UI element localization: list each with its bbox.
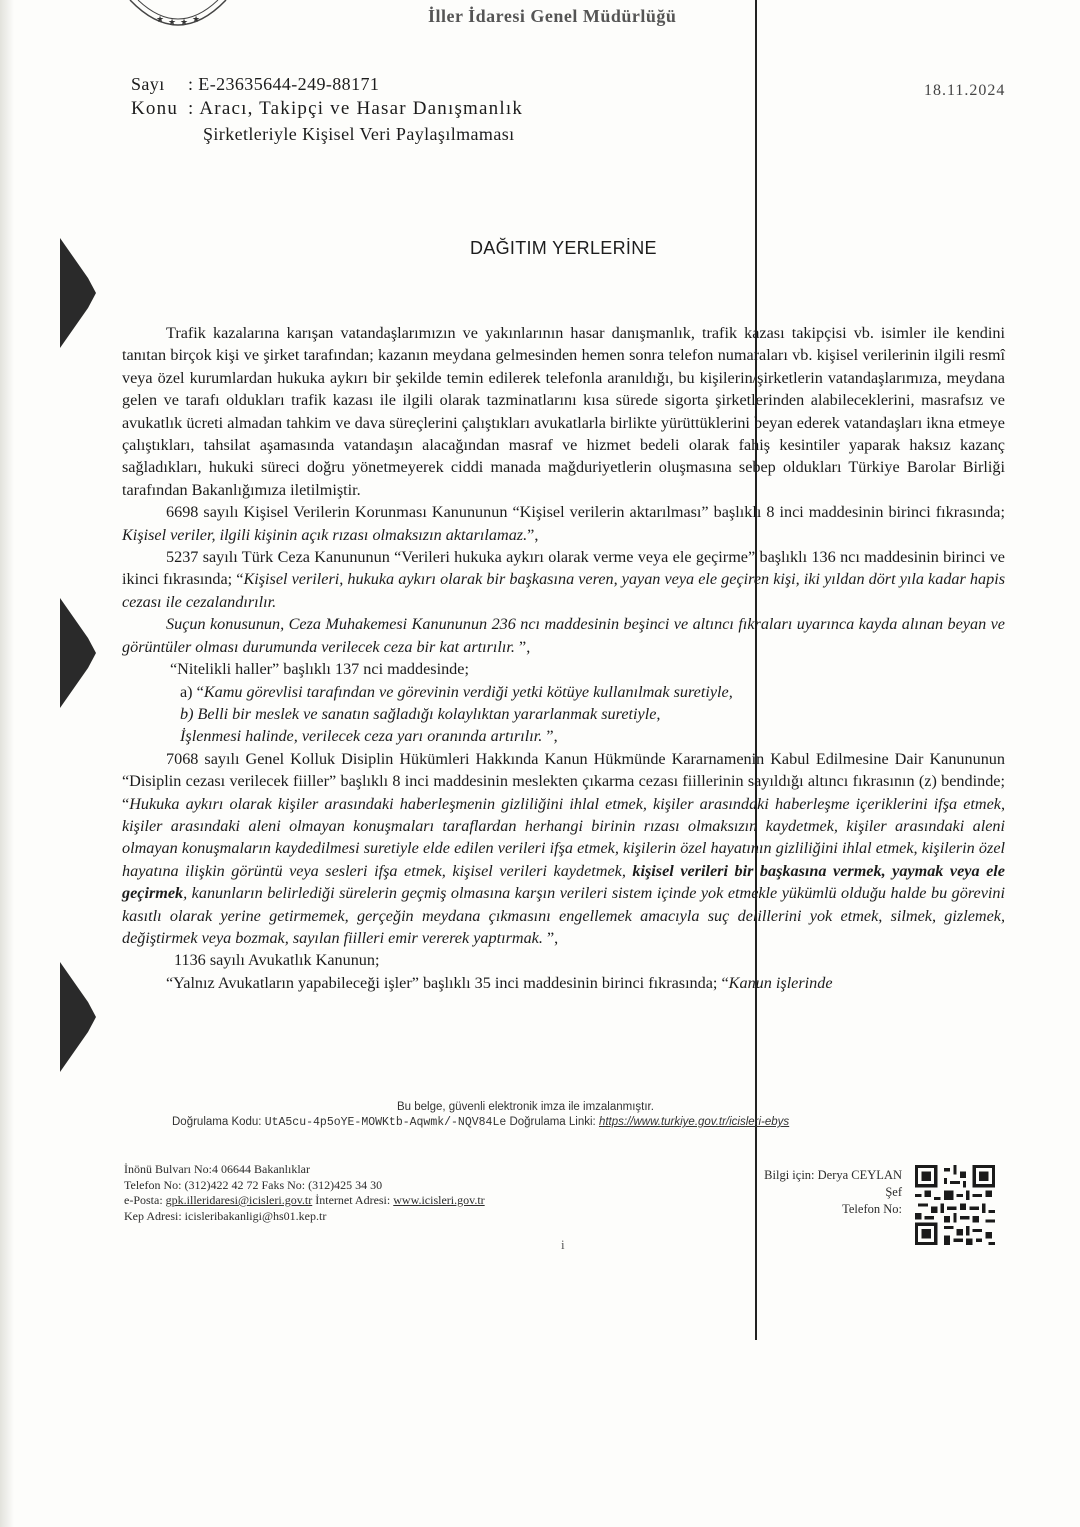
sayi-label: Sayı (131, 74, 165, 94)
konu-line1: : Aracı, Takipçi ve Hasar Danışmanlık (188, 98, 524, 119)
law-7068-quote-a: Hukuka aykırı olarak kişiler arasındaki haberleşmenin gizliliğini ihlal etmek, kişiler arasındaki haberleşme içeriklerini ifşa etmek, kişiler arasındaki aleni olmayan konuşmaları taraflardan herhangi birinin rızası olmaksızın kaydetmek, kişiler arasındaki aleni olmayan konuşmaların kaydedilmesi suretiyle elde edilen verileri ifşa etmek, kişilerin özel hayatının gizliliğini ihlal etmek, kişilerin özel hayatına ilişkin görüntü veya sesleri ifşa etmek, kişisel verileri kaydetmek, (122, 794, 1005, 880)
cmk-quote-end: ”, (514, 637, 531, 656)
paragraph-cmk-236 (122, 613, 1005, 658)
paragraph-tck-137: “Nitelikli haller” başlıklı 137 nci maddesinde; (170, 660, 469, 679)
item-a-text: Kamu görevlisi tarafından ve görevinin verdiği yetki kötüye kullanılmak suretiyle, (203, 682, 733, 701)
subject-row (131, 98, 523, 120)
kvkk-quote: Kişisel veriler, ilgili kişinin açık rızası olmaksızın aktarılamaz. (122, 525, 528, 544)
punch-hole-mark (58, 598, 98, 708)
web-link[interactable]: www.icisleri.gov.tr (393, 1193, 485, 1207)
verification-code: UtA5cu-4p5oYE-MOWKtb-Aqwmk/-NQV84Le (264, 1116, 507, 1129)
contact-person: Bilgi için: Derya CEYLAN (764, 1168, 902, 1182)
ministry-emblem-icon (128, 0, 228, 32)
item-conclusion-end: ”, (542, 727, 558, 746)
paragraph-kvkk (122, 501, 1005, 546)
konu-label: Konu (131, 98, 179, 119)
sayi-value: : E-23635644-249-88171 (188, 74, 380, 94)
paragraph-intro: Trafik kazalarına karışan vatandaşlarımızın ve yakınlarının hasar danışmanlık, trafik kazası takipçisi vb. isimler ile kendini tanıtan birçok kişi ve şirket tarafından; kazanın meydana gelmesinden hemen sonra telefon numaraları vb. kişisel verilerinin ilgili resmî veya özel kurumlardan hukuka aykırı bir şekilde temin edilerek telefonla aranıldığı, bu kişilerin/şirketlerin vatandaşlarımıza, meydana gelen ve tarafı oldukları trafik kazası ile ilgili olarak tazminatlarını kısa sürede sigorta şirketlerinden alabileceklerini, masrafsız ve avukatlık ücreti almadan tahkim ve dava süreçlerini çalıştıkları avukatlarla birlikte yürüttüklerini beyan ederek vatandaşları ikna etmeye çalıştıkları, tahsilat aşamasında vatandaşın alacağından masraf ve hizmet bedeli olarak fahiş kesintiler yaparak haksız kazanç sağladıkları, hukuki süreci doğru yönetmeyerek ciddi manada mağduriyetlerin oluşmasına sebep oldukları Türkiye Barolar Birliği tarafından Bakanlığımıza iletilmiştir. (122, 324, 1005, 499)
avukatlik-35-quote: Kanun işlerinde (728, 973, 833, 992)
verification-code-row (172, 1115, 962, 1130)
recipient-heading: DAĞITIM YERLERİNE (470, 238, 657, 258)
verification-link[interactable]: https://www.turkiye.gov.tr/icisleri-ebys (598, 1116, 790, 1128)
reference-number-row (131, 74, 379, 95)
scan-mark: i (561, 1237, 565, 1252)
konu-line2: Şirketleriyle Kişisel Veri Paylaşılmaması (203, 124, 515, 144)
footer-kep: Kep Adresi: icisleribakanligi@hs01.kep.tr (124, 1208, 327, 1223)
paragraph-avukatlik-35 (122, 972, 1005, 994)
qr-code-icon (915, 1165, 995, 1245)
law-7068-emphasis: kişisel verileri bir başkasına vermek, yaymak veya ele geçirmek (122, 861, 1005, 903)
e-signature-verification (172, 1100, 962, 1130)
email-label: e-Posta: (124, 1193, 163, 1207)
cmk-quote: Suçun konusunun, Ceza Muhakemesi Kanununun 236 ncı maddesinin beşinci ve altıncı fıkraları uyarınca kayda alınan beyan ve görüntüler olması durumunda verilecek ceza bir kat artırılır. (122, 615, 1005, 656)
svg-text:★: ★ (192, 14, 201, 24)
footer-address: İnönü Bulvarı No:4 06644 Bakanlıklar (124, 1162, 310, 1176)
e-signature-note: Bu belge, güvenli elektronik imza ile imzalanmıştır. (397, 1101, 654, 1113)
svg-text:★: ★ (156, 14, 165, 24)
list-item-conclusion (122, 725, 1005, 747)
verification-link-label: Doğrulama Linki: (509, 1116, 596, 1128)
kvkk-text: 6698 sayılı Kişisel Verilerin Korunması Kanununun “Kişisel verilerin aktarılması” başlıklı 8 inci maddesinin birinci fıkrasında; (166, 503, 1005, 522)
item-a-prefix: a) “ (180, 682, 204, 701)
document-date: 18.11.2024 (924, 82, 1006, 99)
email-link[interactable]: gpk.illeridaresi@icisleri.gov.tr (165, 1193, 313, 1207)
punch-hole-mark (58, 238, 98, 348)
item-conclusion-text: İşlenmesi halinde, verilecek ceza yarı oranında artırılır. (180, 727, 543, 746)
tck-136-quote: Kişisel verileri, hukuka aykırı olarak bir başkasına veren, yayan veya ele geçiren kişi, iki yıldan dört yıla kadar hapis cezası ile cezalandırılır. (122, 570, 1005, 611)
footer-email-row (124, 1193, 485, 1209)
list-item-a (122, 681, 1005, 703)
law-7068-text: 7068 sayılı Genel Kolluk Disiplin Hükümleri Hakkında Kanun Hükmünde Kararnamenin Kabul Edilmesine Dair Kanununun “Disiplin cezası verilecek fiiller” başlıklı 8 inci maddesinin meslekten çıkarma cezası fiillerinin sayıldığı altıncı fıkrasının (z) bendinde; “ (122, 749, 1005, 813)
paragraph-1136: 1136 sayılı Avukatlık Kanunun; (174, 951, 380, 970)
tck-136-text: 5237 sayılı Türk Ceza Kanununun “Verileri hukuka aykırı olarak verme veya ele geçirme” başlıklı 136 ncı maddesinin birinci ve ikinci fıkrasında; “ (122, 548, 1005, 589)
list-item-b: b) Belli bir meslek ve sanatın sağladığı kolaylıktan yararlanmak suretiyle, (180, 704, 661, 723)
web-label: İnternet Adresi: (315, 1193, 391, 1207)
institution-title: İller İdaresi Genel Müdürlüğü (428, 6, 677, 26)
svg-text:★: ★ (168, 17, 177, 27)
footer-phone: Telefon No: (312)422 42 72 Faks No: (312)425 34 30 (124, 1177, 383, 1192)
footer-contact-block (124, 1162, 485, 1224)
letter-body (122, 322, 1005, 994)
paragraph-7068 (122, 748, 1005, 950)
verification-code-label: Doğrulama Kodu: (172, 1116, 262, 1128)
scan-edge-shadow (0, 0, 14, 1527)
kvkk-quote-end: ”, (527, 525, 539, 544)
punch-hole-mark (58, 962, 98, 1072)
contact-phone-label: Telefon No: (842, 1202, 902, 1216)
subject-row-continuation (203, 124, 515, 145)
svg-text:★: ★ (180, 17, 189, 27)
law-7068-quote-b: , kanunların belirlediği sürelerin geçmiş olmasına karşın verileri sistem içinde yok etmekle yükümlü olduğu halde bu görevini kasıtlı olarak yerine getirmemek, gerçeğin meydana çıkmasını engellemek amacıyla suç delillerini yok etmek, silmek, gizlemek, değiştirmek veya bozmak, sayılan fiilleri emir vererek yaptırmak. (122, 884, 1005, 947)
contact-title: Şef (885, 1185, 902, 1199)
avukatlik-35-text: “Yalnız Avukatların yapabileceği işler” başlıklı 35 inci maddesinin birinci fıkrasında; “ (166, 973, 729, 992)
law-7068-quote-end: ”, (542, 928, 559, 947)
paragraph-tck-136 (122, 546, 1005, 613)
contact-person-block (742, 1167, 902, 1218)
